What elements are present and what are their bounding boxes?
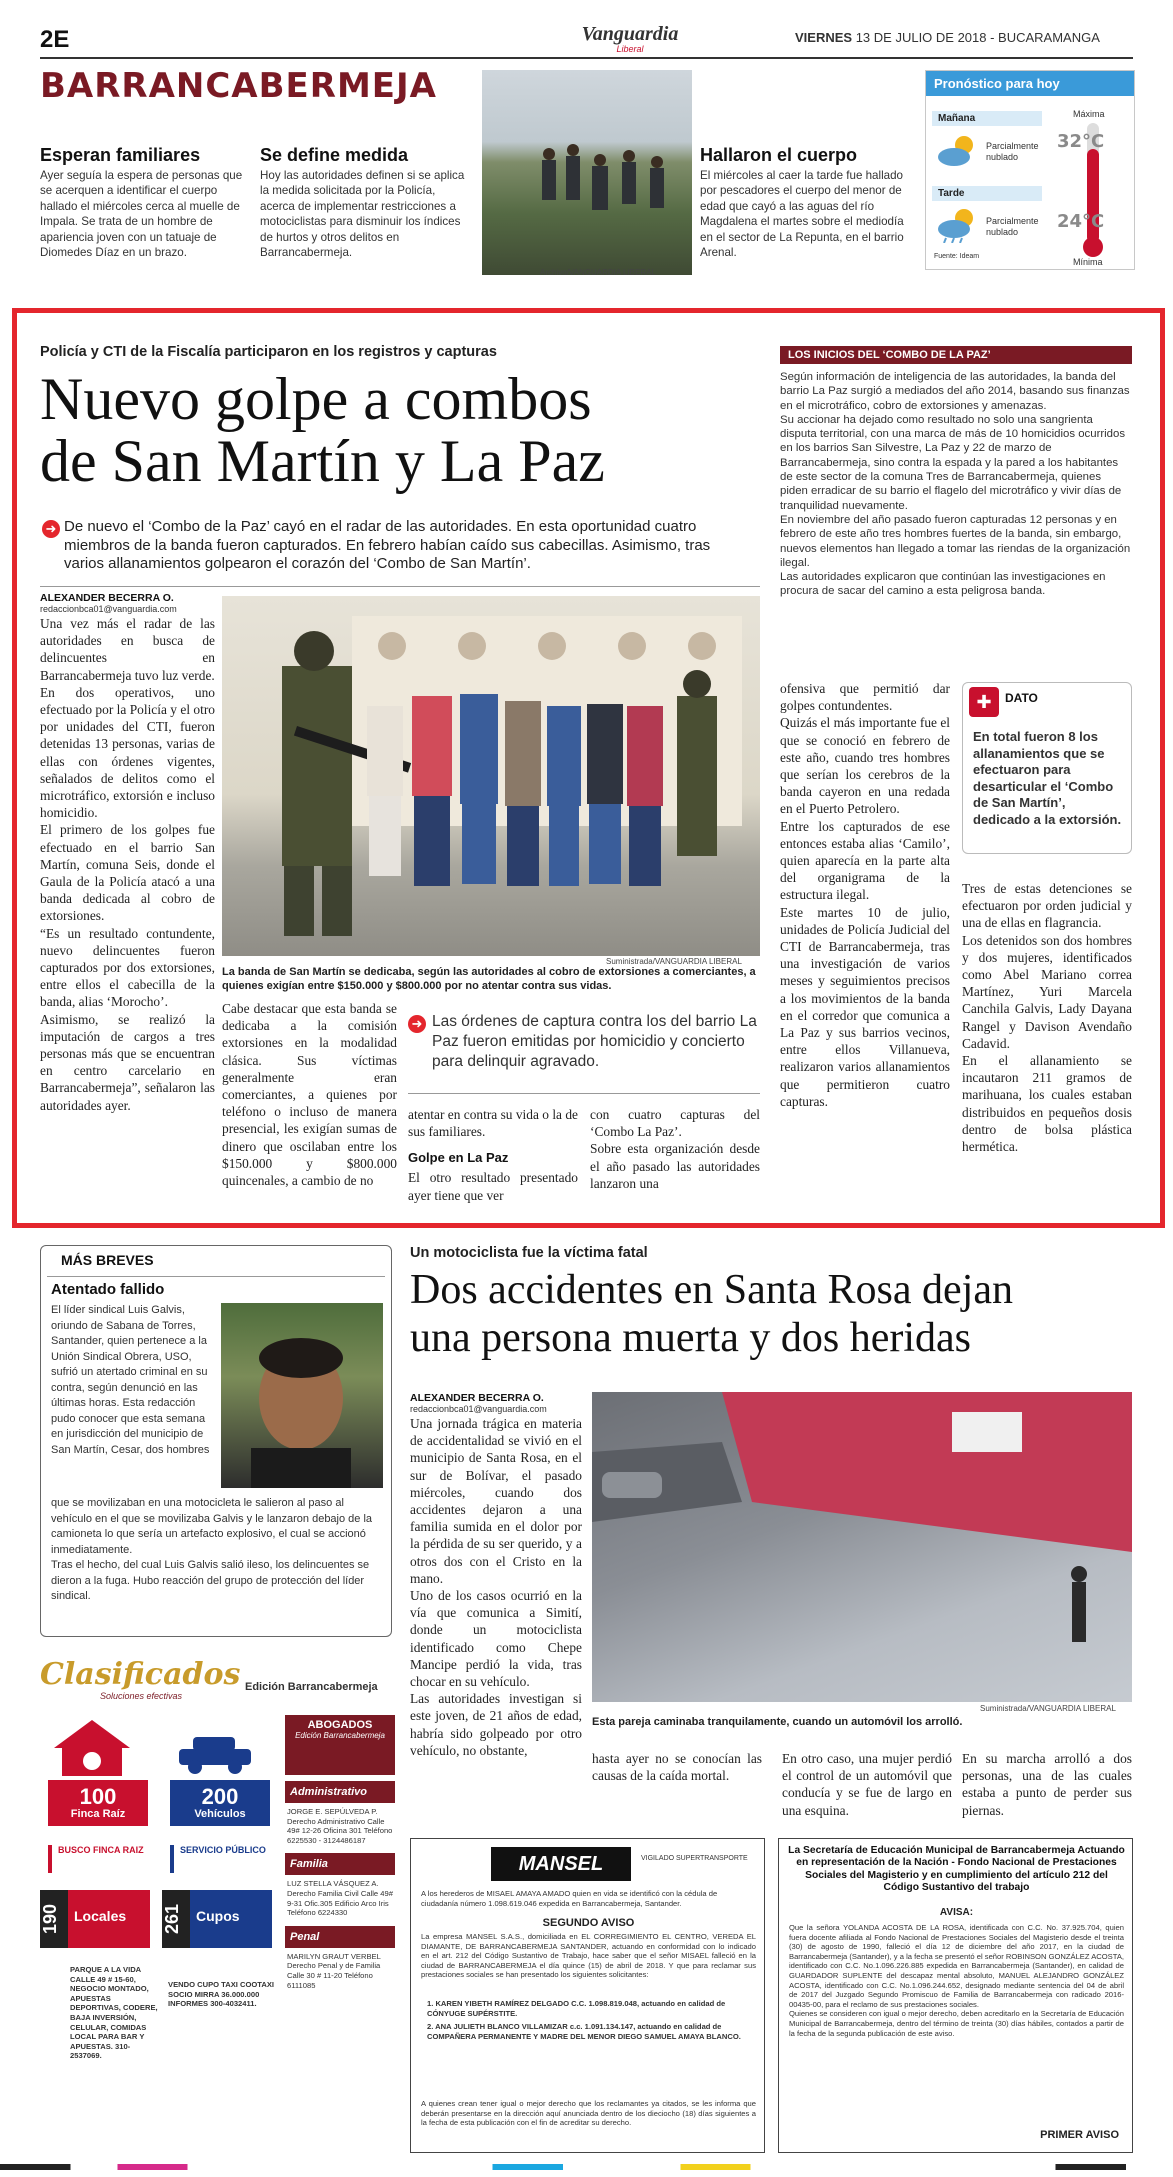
category-vehiculos[interactable]: 200 Vehículos: [170, 1780, 270, 1826]
category-locales[interactable]: 190 Locales: [40, 1890, 150, 1948]
breves-body-bottom: que se movilizaban en una motocicleta le salieron al paso al vehículo en el que se movilizaba Galvis y le lanzaron debajo de la camioneta lo que sería un artefacto explosivo, el cual se accionó inmediatamente. Tras el hecho, del cual Luis Galvis salió ileso, los delincuentes se dieron a la fuga. Hubo reacción del grupo de protección del líder sindical.: [51, 1497, 373, 1602]
classifieds: [40, 1655, 395, 2155]
photo-river-search: [482, 70, 692, 275]
dato-box: [962, 682, 1132, 854]
main-col5: ofensiva que permitió dar golpes contundentes. Quizás el más importante fue el que se conoció en febrero de este año, cuando tres hombres que serían los cerebros de la banda cayeron en una redada en el Puerto Petrolero. Entre los capturados de ese entonces estaba alias ‘Camilo’, quien aparecía en la parte alta del organigrama de la estructura ilegal. Este martes 10 de julio, unidades de Policía Judicial del CTI de Barrancabermeja, tras una investigación de varios meses y seguimientos precisos a los movimientos de la banda en el corredor que comunica a La Paz y sus barrios vecinos, entre ellos Villanueva, realizaron varios allanamientos que permitieron cuatro capturas.: [780, 681, 950, 1109]
second-col3: En otro caso, una mujer perdió el control de un automóvil que conducía y se fue de largo en una esquina.: [782, 1751, 952, 1818]
photo-luis-galvis: [221, 1303, 383, 1488]
main-lead: De nuevo el ‘Combo de la Paz’ cayó en el radar de las autoridades. En esta oportunidad cuatro miembros de la banda fueron capturados. En febrero habían caído sus cabecillas. Asimismo, tras varios allanamientos golpearon el corazón del ‘Combo de San Martín’.: [64, 518, 711, 572]
breves-rule: [47, 1276, 385, 1277]
abogados-panel: ABOGADOS Edición Barrancabermeja Administrativo JORGE E. SEPÚLVEDA P. Derecho Administrativo Calle 49# 12-26 Oficina 301 Teléfono 6225530 - 3124486187 Familia LUZ STELLA VÁSQUEZ A. Derecho Familia Civil Calle 49# 9-31 Ofic.305 Edificio Arco Iris Teléfono 6224330 Penal MARILYN GRAUT VERBEL Derecho Penal y de Familia Calle 30 # 11-20 Teléfono 6111085: [285, 1715, 395, 2155]
second-kicker: Un motociclista fue la víctima fatal: [410, 1245, 648, 1261]
weather-title: Pronóstico para hoy: [926, 71, 1134, 96]
pullquote: Las órdenes de captura contra los del barrio La Paz fueron emitidas por homicidio y concierto para delinquir agravado.: [432, 1013, 757, 1070]
brief-esperan: Esperan familiares Ayer seguía la espera de personas que se acerquen a identificar el cuerpo hallado el miércoles cerca al muelle de Impala. Se trata de un hombre de apariencia joven con un tatuaje de Diomedes Díaz en un brazo.: [40, 145, 243, 260]
photo-credit: Archivo/VANGUARDIA LIBERAL: [540, 268, 656, 277]
main-col1: Una vez más el radar de las autoridades en busca de delincuentes en Barrancabermeja tuvo luz verde. En dos operativos, uno efectuado por la Policía y el otro por unidades del CTI, fueron detenidas 13 personas, varias de ellas con órdenes vigentes, señalados de delitos como el microtráfico, extorsión e incluso homicidio. El primero de los golpes fue efectuado en el barrio San Martín, comuna Seis, donde el Gaula de la Policía atacó a una banda dedicada al cobro de extorsiones. “Es un resultado contundente, nuevo delincuentes fueron capturados por dos extorsiones, entre ellos el cabecilla de la banda, alias ‘Morocho’. Asimismo, se realizó la imputación de cargos a tres personas más que se encuentran en centro carcelario en Barrancabermeja”, señalaron las autoridades ayer.: [40, 616, 215, 1113]
classifieds-edition: Edición Barrancabermeja: [245, 1681, 378, 1693]
cloud-rain-icon: [934, 207, 980, 243]
main-kicker: Policía y CTI de la Fiscalía participaron en los registros y capturas: [40, 344, 497, 360]
education-notice: [778, 1838, 1133, 2153]
main-col3: atentar en contra su vida o la de sus familiares. Golpe en La Paz El otro resultado presentado ayer tiene que ver: [408, 1107, 578, 1203]
mansel-item2: 2. ANA JULIETH BLANCO VILLAMIZAR c.c. 1.091.134.147, actuando en calidad de COMPAÑERA PERMANENTE Y MADRE DEL MENOR DIEGO SAMUEL AMAYA BLANCO.: [427, 2022, 741, 2041]
pullquote-arrow-icon: ➜: [408, 1015, 426, 1033]
vigilado-label: VIGILADO SUPERTRANSPORTE: [641, 1855, 748, 1862]
main-col6: Tres de estas detenciones se efectuaron por orden judicial y una de ellas en flagrancia. Los detenidos son dos hombres y dos mujeres, identificados como Abel Mariano correa Martínez, Yuri Marcela Canchila Galvis, Lady Dayana Rangel y Davison Avendaño Cadavid. En el allanamiento se incautaron 211 gramos de marihuana, los cuales estaban distribuidos en pequeños dosis dentro de bolsa plástica hermética.: [962, 881, 1132, 1155]
house-icon: [52, 1718, 132, 1776]
mansel-item1: 1. KAREN YIBETH RAMÍREZ DELGADO C.C. 1.098.819.048, actuando en calidad de CÓNYUGE SUPÉRSTITE.: [427, 1999, 726, 2018]
page-number: 2E: [40, 26, 70, 53]
photo-accident: [592, 1392, 1132, 1702]
category-finca-raiz[interactable]: 100 Finca Raíz: [48, 1780, 148, 1826]
administrativo-tab[interactable]: Administrativo: [285, 1781, 395, 1803]
second-headline: Dos accidentes en Santa Rosa dejan una persona muerta y dos heridas: [410, 1267, 1013, 1361]
edu-body: Que la señora YOLANDA ACOSTA DE LA ROSA, identificada con C.C. No. 37.925.704, quien fuera docente afiliada al Fondo Nacional de Prestaciones Sociales del Magisterio desde el treinta (30) de agosto de 1990, falleció el día 12 de diciembre del año 2017, en la ciudad de Barrancabermeja (Santander), y a la fecha se presentó el señor ROBINSON GONZÁLEZ ACOSTA, identificado con C.C. No.1.096.226.885 expedida en Barrancabermeja (Santander), en calidad de GUARDADOR SUPLENTE del descapaz mental absoluto, MANUEL ALEJANDRO GONZÁLEZ ACOSTA, identificado con C.C. No.1.096.244.652, designado mediante sentencia del 04 de abril de 2017 del Juzgado Segundo Promiscuo de Familia de Barrancabermeja con radicado 2016-00435-00, para el reclamo de sus prestaciones sociales. Quienes se consideren con igual o mejor derecho, deben acreditarlo en la Secretaría de Educación Municipal de Barrancabermeja, dentro del término de treinta (30) días hábiles, contados a partir de la fecha de la segunda publicación de este aviso.: [789, 1923, 1124, 2038]
weather-widget: [925, 70, 1135, 270]
mas-breves-header: MÁS BREVES: [61, 1252, 154, 1268]
second-col4: En su marcha arrolló a dos personas, una de las cuales estaba a punto de perder sus piernas.: [962, 1751, 1132, 1818]
main-headline: Nuevo golpe a combos de San Martín y La Paz: [40, 366, 605, 494]
second-col1: Una jornada trágica en materia de accidentalidad se vivió en el municipio de Santa Rosa, en el sur de Bolívar, el pasado miércoles, cuando dos accidentes dejaron a una familia sumida en el dolor por la pérdida de su ser querido, y a otros dos con el Cristo en la mano. Uno de los casos ocurrió en la vía que comunica a Simití, donde un motociclista identificado como Chepe Mancipe perdió la vida, tras chocar en su vehículo. Las autoridades investigan si este joven, de 21 años de edad, habría sido golpeado por otro vehículo, no obstante,: [410, 1416, 582, 1758]
second-byline: ALEXANDER BECERRA O. redaccionbca01@vanguardia.com: [410, 1392, 547, 1414]
ad-cupo-taxi: VENDO CUPO TAXI COOTAXI SOCIO MIRRA 36.000.000 INFORMES 300-4032411.: [168, 1980, 275, 2009]
photo-credit: Suministrada/VANGUARDIA LIBERAL: [980, 1704, 1116, 1713]
car-icon: [175, 1735, 255, 1775]
abogados-header: ABOGADOS Edición Barrancabermeja: [285, 1715, 395, 1775]
edu-aviso: AVISA:: [939, 1907, 974, 1918]
masthead-rule: [40, 57, 1133, 59]
dato-label: DATO: [1005, 691, 1038, 705]
photo-captured-band: [222, 596, 760, 956]
familia-tab[interactable]: Familia: [285, 1853, 395, 1875]
section-title: BARRANCABERMEJA: [40, 66, 437, 106]
mansel-notice: [410, 1838, 765, 2153]
pullquote-rule: [408, 1093, 760, 1094]
weather-source: Fuente: Ideam: [934, 253, 980, 260]
accident-caption: Esta pareja caminaba tranquilamente, cuando un automóvil los arrolló.: [592, 1716, 963, 1728]
dato-text: En total fueron 8 los allanamientos que se efectuaron para desarticular el ‘Combo de San Martín’, dedicado a la extorsión.: [973, 729, 1122, 827]
mansel-body: La empresa MANSEL S.A.S., domiciliada en EL CORREGIMIENTO EL CENTRO, VEREDA EL DIAMANTE, DE BARRANCABERMEJA SANTANDER, actuando en conformidad con lo indicado en el art. 212 del Código Sustantivo de Trabajo, hace saber que el señor MISAEL falleció en la ciudad de BARRANCABERMEJA el día quince (15) de abril de 2018. Y que para reclamar sus prestaciones sociales se han presentado los siguientes solicitantes:: [421, 1932, 756, 1980]
second-col2: hasta ayer no se conocían las causas de la caída mortal.: [592, 1751, 762, 1784]
brief-medida: Se define medida Hoy las autoridades definen si se aplica la medida solicitada por la Policía, acerca de implementar restricciones a motociclistas para disminuir los índices de hurtos y otros delitos en Barrancabermeja.: [260, 145, 465, 260]
issue-date: VIERNES 13 DE JULIO DE 2018 - BUCARAMANGA: [795, 30, 1100, 45]
main-byline: ALEXANDER BECERRA O. redaccionbca01@vanguardia.com: [40, 592, 177, 614]
edu-first-notice: PRIMER AVISO: [1040, 2129, 1119, 2141]
subhead-golpe: Golpe en La Paz: [408, 1150, 509, 1166]
lead-arrow-icon: ➜: [42, 520, 60, 538]
weather-morning-desc: Parcialmente nublado: [986, 141, 1039, 162]
servicio-publico: SERVICIO PÚBLICO: [170, 1845, 270, 1873]
weather-afternoon-desc: Parcialmente nublado: [986, 216, 1039, 237]
lead-rule: [40, 586, 760, 587]
print-color-bar: [0, 2164, 1173, 2170]
main-col2: Cabe destacar que esta banda se dedicaba a la comisión extorsiones en la modalidad clásica. Sus víctimas generalmente eran comerciantes, a quienes por teléfono o incluso de manera presencial, les exigían sumas de dinero que oscilaban entre los $150.000 y $800.000 quincenales, a cambio de no: [222, 1001, 397, 1189]
mansel-logo: MANSEL: [491, 1847, 631, 1881]
penal-tab[interactable]: Penal: [285, 1926, 395, 1948]
brand-logo: Vanguardia Liberal: [581, 23, 679, 54]
photo-credit: Suministrada/VANGUARDIA LIBERAL: [606, 957, 742, 966]
min-temp: 24°C: [1057, 211, 1105, 232]
edu-title: La Secretaría de Educación Municipal de Barrancabermeja Actuando en representación de la Nación - Fondo Nacional de Prestaciones Sociales del Magisterio y en cumplimiento del artículo 212 del Código Sustantivo del trabajo: [788, 1845, 1125, 1894]
classifieds-logo: Clasificados Soluciones efectivas: [40, 1657, 241, 1701]
max-temp: 32°C: [1057, 131, 1105, 152]
sidebar-body: Según información de inteligencia de las autoridades, la banda del barrio La Paz surgió a mediados del año 2014, basando sus finanzas en el microtráfico, cobro de extorsiones y amenazas. Su accionar ha dejado como resultado no solo una sangrienta disputa territorial, con una marca de más de 10 homicidios ocurridos en los barrios San Silvestre, La Paz y 22 de marzo de Barrancabermeja, sino contra la espada y la pared a los habitantes de este sector de la comuna Tres de Barrancabermeja, quienes piden erradicar de su barrio el flagelo del microtráfico y vivir días de tranquilidad nuevamente. En noviembre del año pasado fueron capturadas 12 personas y en febrero de este año tres hombres fuertes de la banda, sin embargo, nuevos elementos han llegado a tomar las riendas de la organización ilegal. Las autoridades explicaron que continúan las investigaciones en procura de sacar del camino a esta peligrosa banda.: [780, 371, 1131, 598]
mas-breves-box: [40, 1245, 392, 1637]
breves-title: Atentado fallido: [51, 1281, 165, 1298]
brief-hallaron: Hallaron el cuerpo El miércoles al caer la tarde fue hallado por pescadores el cuerpo del menor de edad que cayó a las aguas del río Magdalena el martes sobre el mediodía en el sector de La Repunta, en el barrio Arenal.: [700, 145, 904, 260]
mansel-footer: A quienes crean tener igual o mejor derecho que los reclamantes ya citados, se les informa que deberán presentarse en la dirección aquí anunciada dentro de los dieciocho (18) días siguientes a la fecha de esta publicación con el fin de acreditar su derecho.: [421, 2099, 756, 2128]
main-col4: con cuatro capturas del ‘Combo La Paz’. Sobre esta organización desde el año pasado las autoridades lanzaron una: [590, 1107, 760, 1191]
photo-caption: La banda de San Martín se dedicaba, según las autoridades al cobro de extorsiones a comerciantes, a quienes exigían entre $150.000 y $800.000 por no atentar contra sus vidas.: [222, 966, 756, 992]
busco-finca-raiz: BUSCO FINCA RAIZ: [48, 1845, 148, 1873]
mansel-intro: A los herederos de MISAEL AMAYA AMADO quien en vida se identificó con la cédula de ciudadanía número 1.098.619.046 expedida en Barrancabermeja, Santander.: [421, 1889, 718, 1908]
weather-afternoon-label: Tarde: [932, 186, 1042, 201]
ad-parque: PARQUE A LA VIDA CALLE 49 # 15-60, NEGOCIO MONTADO, APUESTAS DEPORTIVAS, CODERE, BAJA INVERSIÓN, CELULAR, COMIDAS LOCAL PARA BAR Y APUESTAS. 310-2537069.: [70, 1965, 158, 2061]
puzzle-icon: ✚: [969, 687, 999, 717]
cloud-sun-icon: [934, 133, 980, 167]
category-cupos[interactable]: 261 Cupos: [162, 1890, 272, 1948]
thermometer-icon: Máxima 32°C 24°C Mínima: [1057, 109, 1105, 267]
sidebar-header: LOS INICIOS DEL ‘COMBO DE LA PAZ’: [780, 346, 1132, 364]
breves-body-top: El líder sindical Luis Galvis, oriundo de Sabana de Torres, Santander, quien pertenece a la Unión Sindical Obrera, USO, sufrió un atertado criminal en su contra, según denunció en las últimas horas. Esta redacción pudo conocer que esta semana en jurisdicción del municipio de San Martín, Cesar, dos hombres: [51, 1304, 210, 1456]
weather-morning-label: Mañana: [932, 111, 1042, 126]
mansel-title: SEGUNDO AVISO: [542, 1917, 635, 1929]
